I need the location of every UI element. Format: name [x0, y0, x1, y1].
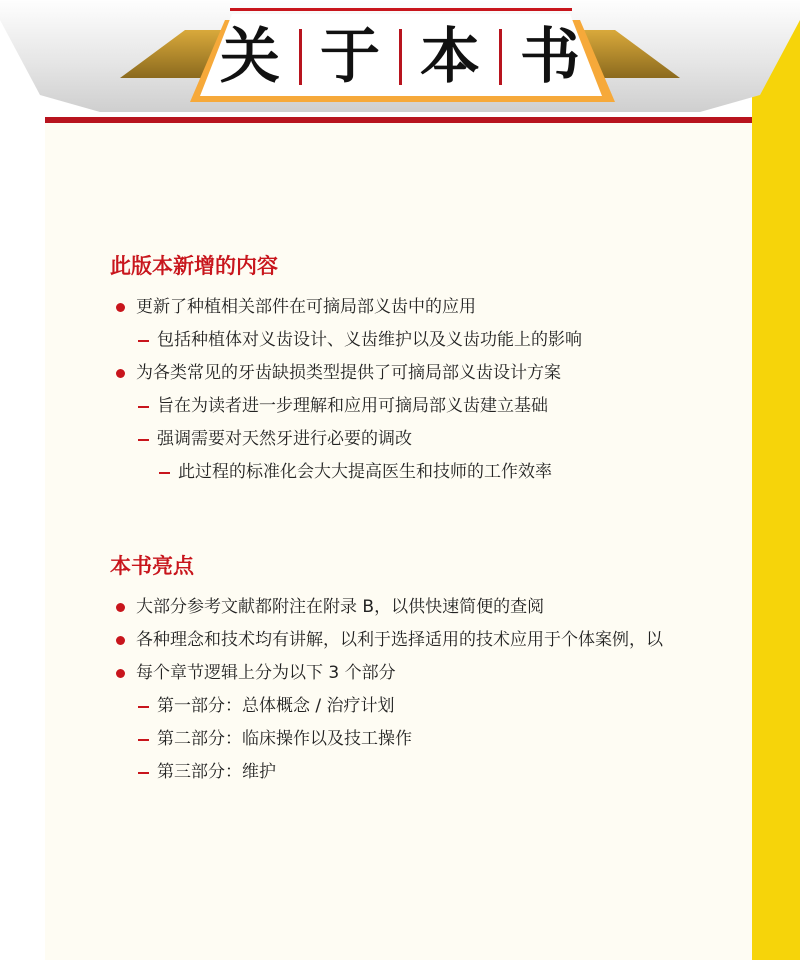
dash-icon — [138, 739, 149, 741]
list-item-text: 此过程的标准化会大大提高医生和技师的工作效率 — [178, 462, 552, 482]
dash-icon — [159, 472, 170, 474]
section-heading: 此版本新增的内容 — [110, 254, 278, 278]
title-char: 本 — [420, 22, 480, 92]
list-subitem — [110, 395, 760, 418]
section-new-content — [110, 252, 760, 494]
list-item — [110, 362, 760, 385]
list-subitem — [110, 695, 760, 718]
page-title — [215, 14, 585, 100]
list-item — [110, 596, 760, 619]
list-item-text: 第二部分：临床操作以及技工操作 — [157, 729, 412, 749]
list-subitem — [110, 761, 760, 784]
list-item-text: 包括种植体对义齿设计、义齿维护以及义齿功能上的影响 — [157, 330, 582, 350]
list-item-text: 更新了种植相关部件在可摘局部义齿中的应用 — [136, 297, 476, 317]
list-item-text: 强调需要对天然牙进行必要的调改 — [157, 429, 412, 449]
title-banner — [0, 0, 800, 125]
list-subitem — [110, 428, 760, 451]
list-item — [110, 662, 760, 685]
bullet-dot-icon — [116, 303, 125, 312]
list-item — [110, 296, 760, 319]
list-subitem — [110, 728, 760, 751]
list-item-text: 旨在为读者进一步理解和应用可摘局部义齿建立基础 — [157, 396, 548, 416]
title-char: 于 — [320, 22, 380, 92]
list-item-text: 第一部分：总体概念 / 治疗计划 — [157, 696, 395, 716]
title-char: 关 — [220, 22, 280, 92]
list-subitem — [110, 329, 760, 352]
bullet-dot-icon — [116, 636, 125, 645]
section-highlights — [110, 552, 760, 794]
dash-icon — [138, 772, 149, 774]
list-subsubitem — [110, 461, 760, 484]
title-separator — [399, 29, 402, 85]
dash-icon — [138, 706, 149, 708]
list-item-text: 各种理念和技术均有讲解，以利于选择适用的技术应用于个体案例，以 — [136, 630, 663, 650]
list-item-text: 每个章节逻辑上分为以下 3 个部分 — [136, 663, 396, 683]
section-heading: 本书亮点 — [110, 554, 194, 578]
bullet-dot-icon — [116, 603, 125, 612]
bullet-dot-icon — [116, 669, 125, 678]
list-item-text: 为各类常见的牙齿缺损类型提供了可摘局部义齿设计方案 — [136, 363, 561, 383]
title-char: 书 — [520, 22, 580, 92]
list-item-text: 第三部分：维护 — [157, 762, 276, 782]
dash-icon — [138, 439, 149, 441]
page-body — [45, 122, 752, 960]
list-item-text: 大部分参考文献都附注在附录 B，以供快速简便的查阅 — [136, 597, 545, 617]
list-item — [110, 629, 778, 652]
title-separator — [299, 29, 302, 85]
dash-icon — [138, 406, 149, 408]
bullet-dot-icon — [116, 369, 125, 378]
title-separator — [499, 29, 502, 85]
dash-icon — [138, 340, 149, 342]
